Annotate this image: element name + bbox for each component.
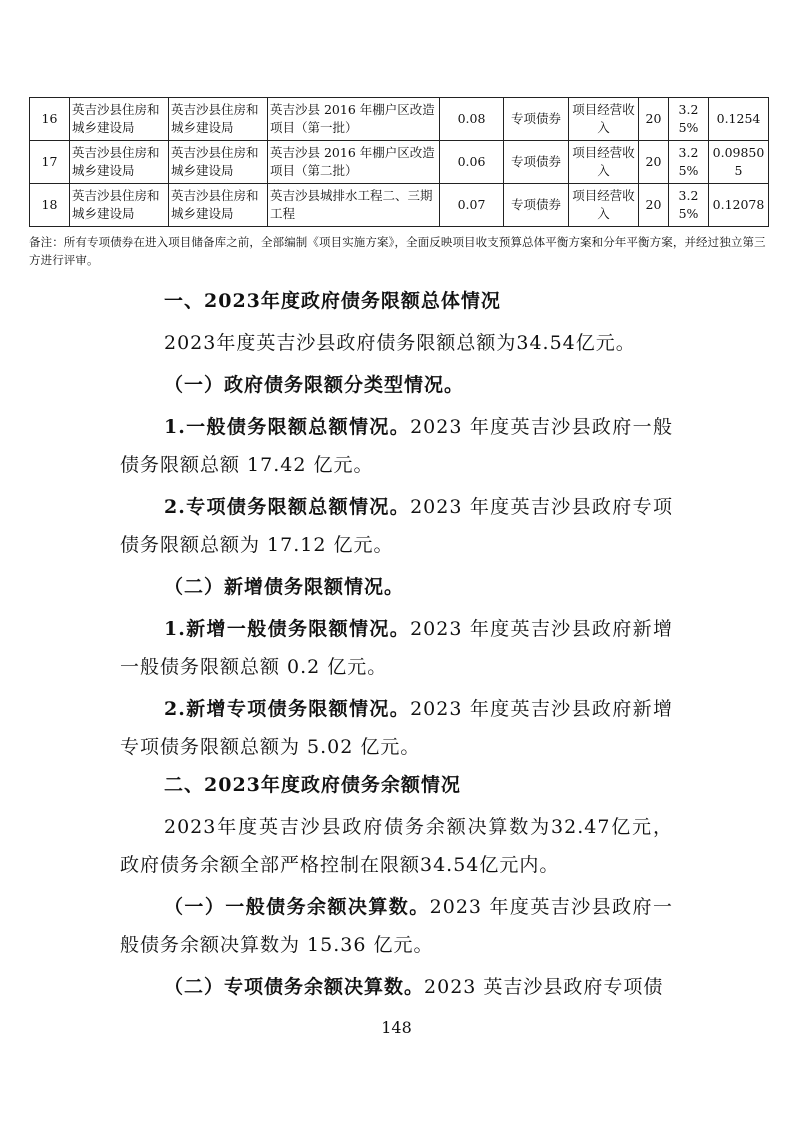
interest-rate-cell: 3.25% <box>669 184 709 227</box>
paragraph-lead: 2.专项债务限额总额情况。 <box>164 496 411 518</box>
paragraph-new-special-limit <box>120 690 673 766</box>
table-row <box>30 184 769 227</box>
project-name-cell: 英吉沙县城排水工程二、三期工程 <box>268 184 440 227</box>
paragraph-general-debt-balance <box>120 888 673 964</box>
paragraph-lead: （二）专项债务余额决算数。 <box>164 976 425 998</box>
repayment-source-cell: 项目经营收入 <box>569 141 639 184</box>
interest-amount-cell: 0.1254 <box>709 98 769 141</box>
paragraph-text: 2023 年度英吉沙县政府专项债务限额总额为 17.12 亿元。 <box>120 496 673 556</box>
unit-cell: 英吉沙县住房和城乡建设局 <box>169 98 268 141</box>
paragraph-special-debt-balance <box>120 968 673 1006</box>
table-row <box>30 141 769 184</box>
term-years-cell: 20 <box>639 141 669 184</box>
row-number: 16 <box>30 98 70 141</box>
paragraph-text: 2023 年度英吉沙县政府一般债务余额决算数为 15.36 亿元。 <box>120 896 673 956</box>
paragraph-debt-limit-total: 2023年度英吉沙县政府债务限额总额为34.54亿元。 <box>164 332 636 354</box>
paragraph-lead: （一）一般债务余额决算数。 <box>164 896 430 918</box>
section-heading-debt-balance: 二、2023年度政府债务余额情况 <box>164 774 461 796</box>
unit-cell: 英吉沙县住房和城乡建设局 <box>169 141 268 184</box>
term-years-cell: 20 <box>639 184 669 227</box>
department-cell: 英吉沙县住房和城乡建设局 <box>70 184 169 227</box>
paragraph-new-general-limit <box>120 610 673 686</box>
row-number: 17 <box>30 141 70 184</box>
row-number: 18 <box>30 184 70 227</box>
project-name-cell: 英吉沙县 2016 年棚户区改造项目（第二批） <box>268 141 440 184</box>
subsection-heading-limit-by-type: （一）政府债务限额分类型情况。 <box>164 374 465 396</box>
bond-type-cell: 专项债券 <box>504 184 569 227</box>
project-table-section <box>29 97 768 227</box>
department-cell: 英吉沙县住房和城乡建设局 <box>70 141 169 184</box>
paragraph-lead: 2.新增专项债务限额情况。 <box>164 698 411 720</box>
bond-type-cell: 专项债券 <box>504 98 569 141</box>
interest-rate-cell: 3.25% <box>669 98 709 141</box>
project-name-cell: 英吉沙县 2016 年棚户区改造项目（第一批） <box>268 98 440 141</box>
unit-cell: 英吉沙县住房和城乡建设局 <box>169 184 268 227</box>
interest-amount-cell: 0.12078 <box>709 184 769 227</box>
repayment-source-cell: 项目经营收入 <box>569 184 639 227</box>
paragraph-text: 2023 年度英吉沙县政府新增一般债务限额总额 0.2 亿元。 <box>120 618 673 678</box>
bond-type-cell: 专项债券 <box>504 141 569 184</box>
paragraph-lead: 1.一般债务限额总额情况。 <box>164 416 411 438</box>
interest-rate-cell: 3.25% <box>669 141 709 184</box>
table-row <box>30 98 769 141</box>
project-table <box>29 97 769 227</box>
interest-amount-cell: 0.098505 <box>709 141 769 184</box>
paragraph-text: 2023 年度英吉沙县政府一般债务限额总额 17.42 亿元。 <box>120 416 673 476</box>
section-heading-debt-limit: 一、2023年度政府债务限额总体情况 <box>164 290 501 312</box>
amount-cell: 0.07 <box>440 184 504 227</box>
paragraph-debt-balance-total: 2023年度英吉沙县政府债务余额决算数为32.47亿元，政府债务余额全部严格控制在限额34.54亿元内。 <box>120 816 673 876</box>
paragraph-text: 2023 年度英吉沙县政府新增专项债务限额总额为 5.02 亿元。 <box>120 698 673 758</box>
paragraph-special-debt-limit <box>120 488 673 564</box>
paragraph-lead: 1.新增一般债务限额情况。 <box>164 618 411 640</box>
amount-cell: 0.08 <box>440 98 504 141</box>
paragraph-general-debt-limit <box>120 408 673 484</box>
subsection-heading-new-limit: （二）新增债务限额情况。 <box>164 576 405 598</box>
page-number: 148 <box>381 1018 412 1037</box>
term-years-cell: 20 <box>639 98 669 141</box>
document-body <box>120 282 673 1006</box>
paragraph-text: 2023 英吉沙县政府专项债 <box>424 976 664 998</box>
amount-cell: 0.06 <box>440 141 504 184</box>
table-footnote: 备注：所有专项债券在进入项目储备库之前，全部编制《项目实施方案》，全面反映项目收支预算总体平衡方案和分年平衡方案，并经过独立第三方进行评审。 <box>29 235 766 267</box>
repayment-source-cell: 项目经营收入 <box>569 98 639 141</box>
department-cell: 英吉沙县住房和城乡建设局 <box>70 98 169 141</box>
